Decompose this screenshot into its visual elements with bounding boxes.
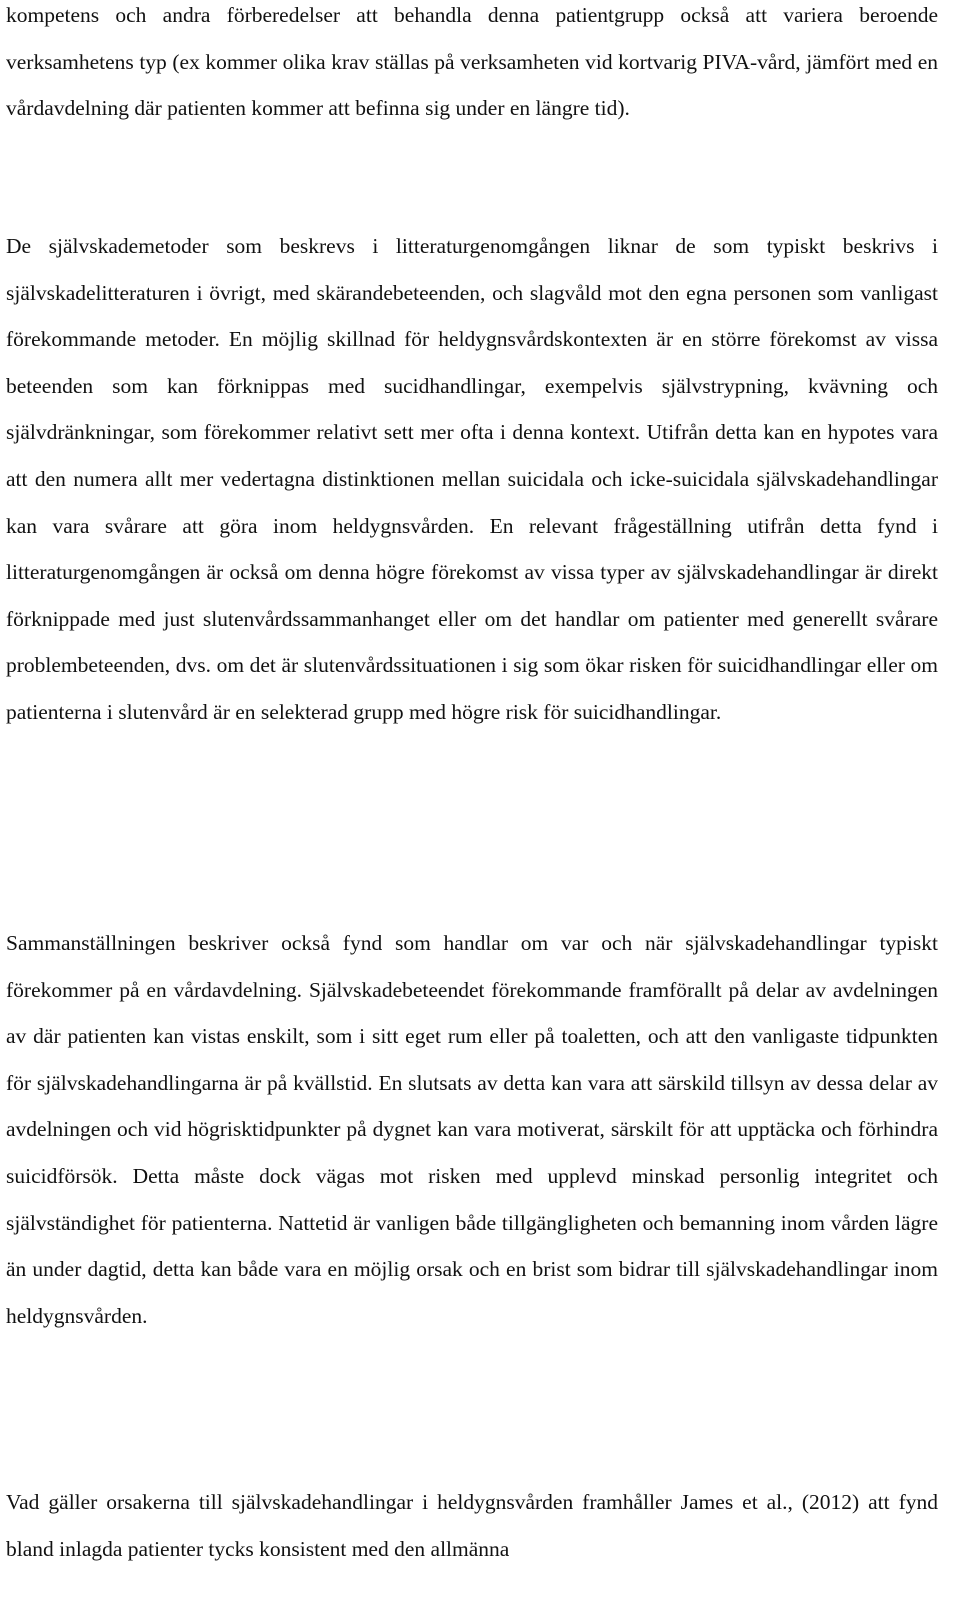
paragraph-where-and-when: Sammanställningen beskriver också fynd som handlar om var och när självskadehandlingar typiskt förekommer på en vårdavdelning. Självskadebeteendet förekommande framförallt på delar av avdelningen av där patienten kan vistas enskilt, som i sitt eget rum eller på toaletten, och att den vanligaste tidpunkten för självskadehandlingarna är på kvällstid. En slutsats av detta kan vara att särskild tillsyn av dessa delar av avdelningen och vid högrisktidpunkter på dygnet kan vara motiverat, särskilt för att upptäcka och förhindra suicidförsök. Detta måste dock vägas mot risken med upplevd minskad personlig integritet och självständighet för patienterna. Nattetid är vanligen både tillgängligheten och bemanning inom vården lägre än under dagtid, detta kan både vara en möjlig orsak och en brist som bidrar till självskadehandlingar inom heldygnsvården. <box>6 931 938 1328</box>
paragraph-continuation: kompetens och andra förberedelser att behandla denna patientgrupp också att variera beroende verksamhetens typ (ex kommer olika krav ställas på verksamheten vid kortvarig PIVA-vård, jämfört med en vårdavdelning där patienten kommer att befinna sig under en längre tid). <box>6 3 938 121</box>
paragraph-self-harm-methods: De självskademetoder som beskrevs i litteraturgenomgången liknar de som typiskt beskrivs i självskadelitteraturen i övrigt, med skärandebeteenden, och slagvåld mot den egna personen som vanligast förekommande metoder. En möjlig skillnad för heldygnsvårdskontexten är en större förekomst av vissa beteenden som kan förknippas med sucidhandlingar, exempelvis självstrypning, kvävning och självdränkningar, som förekommer relativt sett mer ofta i denna kontext. Utifrån detta kan en hypotes vara att den numera allt mer vedertagna distinktionen mellan suicidala och icke-suicidala självskadehandlingar kan vara svårare att göra inom heldygnsvården. En relevant frågeställning utifrån detta fynd i litteraturgenomgången är också om denna högre förekomst av vissa typer av självskadehandlingar är direkt förknippade med just slutenvårdssammanhanget eller om det handlar om patienter med generellt svårare problembeteenden, dvs. om det är slutenvårdssituationen i sig som ökar risken för suicidhandlingar eller om patienterna i slutenvård är en selekterad grupp med högre risk för suicidhandlingar. <box>6 234 938 724</box>
paragraph-causes: Vad gäller orsakerna till självskadehandlingar i heldygnsvården framhåller James et al., (2012) att fynd bland inlagda patienter tycks konsistent med den allmänna <box>6 1490 938 1561</box>
